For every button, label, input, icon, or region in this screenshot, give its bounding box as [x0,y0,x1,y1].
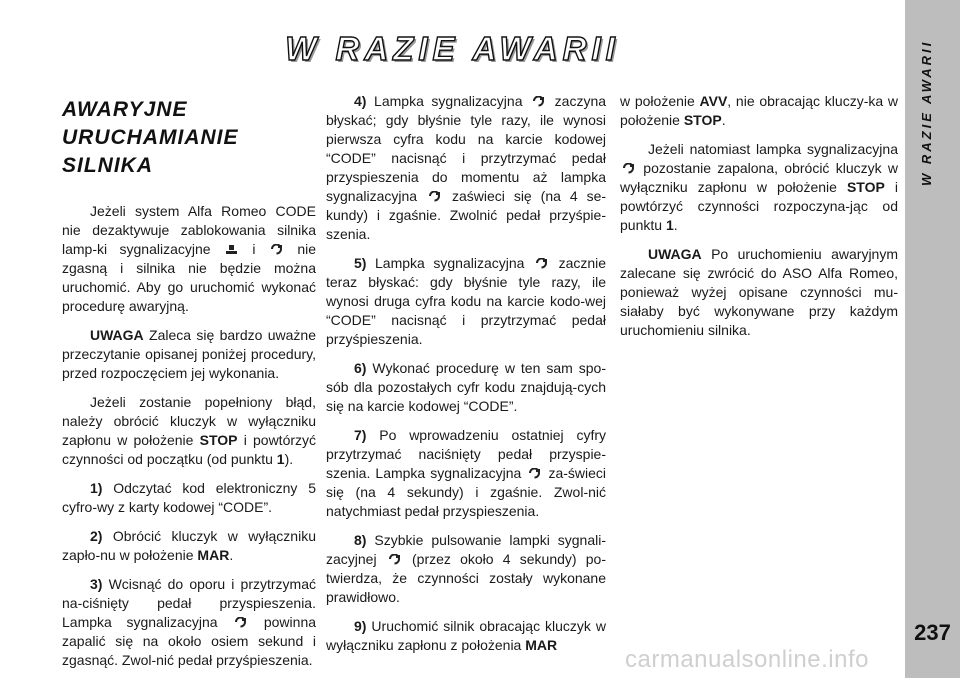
text: Zaleca się bardzo uważne przeczytanie opisanej poniżej procedury, przed rozpoczęciem jej wykonania. [62,327,316,381]
engine-warning-lamp-icon [622,163,635,174]
text: i powtórzyć czynności od początku (od punktu [62,432,317,467]
text: i [252,241,256,257]
paragraph [620,140,898,235]
step-number: 7) [354,427,367,443]
step-number: 3) [90,576,103,592]
step-1 [62,479,316,517]
chapter-sidebar [905,0,960,678]
text: Lampka sygnalizacyjna [374,93,523,109]
step-3 [62,575,316,670]
text: . [673,217,678,233]
key-position-mar: MAR [197,547,230,563]
text: Obrócić kluczyk w wyłączniku zapło-nu w położenie [62,528,316,563]
step-number: 9) [354,618,367,634]
column-right [620,92,898,350]
text: Jeżeli zostanie popełniony błąd, należy obrócić kluczyk w wyłączniku zapłonu w położenie [62,394,316,448]
text: Jeżeli natomiast lampka sygnalizacyjna [648,141,898,157]
step-ref: 1 [276,451,285,467]
text: , nie obracając kluczy-ka w położenie [620,93,899,128]
step-ref: 1 [665,217,674,233]
paragraph [62,202,316,316]
text: Odczytać kod elektroniczny 5 cyfro-wy z karty kodowej “CODE”. [62,480,316,515]
engine-warning-lamp-icon [528,468,541,479]
text: Wykonać procedurę w ten sam spo-sób dla pozostałych cyfr kodu znajdują-cych się na karcie kodowej “CODE”. [326,360,606,414]
text: Po uruchomieniu awaryjnym zalecane się zwrócić do ASO Alfa Romeo, ponieważ wyżej opisane czynności mu-siałaby być wykonywane przy każdym uruchomieniu silnika. [620,246,899,338]
step-9 [326,617,606,655]
text: zaświeci się (na 4 se-kundy) i zgaśnie. Zwolnić pedał przyśpie-szenia. [326,188,607,242]
text: za-świeci się (na 4 sekundy) i zgaśnie. Zwol-nić natychmiast pedał przyspieszenia. [326,465,607,519]
section-title: AWARYJNE URUCHAMIANIE SILNIKA [62,98,239,177]
key-position-stop: STOP [199,432,238,448]
watermark: carmanualsonline.info [625,646,869,673]
text: zaczyna błyskać; gdy błyśnie tyle razy, ile wynosi pierwsza cyfra kodu na karcie kodowej “CODE” nacisnąć i przytrzymać pedał przyspieszenia do momentu aż lampka sygnalizacyjna [326,93,607,204]
step-number: 1) [90,480,103,496]
paragraph [62,393,316,469]
text: Po wprowadzeniu ostatniej cyfry przytrzymać naciśnięty pedał przyspie-szenia. Lampka sygnalizacyjna [326,427,606,481]
step-4 [326,92,606,244]
engine-warning-lamp-icon [428,191,441,202]
column-middle [326,92,606,665]
key-position-mar: MAR [525,637,558,653]
text: powinna zapalić się na około osiem sekund i zgasnąć. Zwol-nić pedał przyśpieszenia. [62,614,317,668]
engine-warning-lamp-icon [532,96,545,107]
text: w położenie [620,93,695,109]
text: ). [284,451,294,467]
column-left [62,96,316,680]
key-position-stop: STOP [846,179,885,195]
key-position-avv: AVV [699,93,728,109]
key-position-stop: STOP [683,112,722,128]
step-2 [62,527,316,565]
text: Wcisnąć do oporu i przytrzymać na-ciśnięty pedał przyspieszenia. Lampka sygnalizacyjna [62,576,316,630]
step-7 [326,426,606,521]
step-number: 2) [90,528,103,544]
page-number: 237 [914,620,951,645]
page-header-title: W RAZIE AWARII [285,30,620,67]
text: i powtórzyć czynności rozpoczyna-jąc od punktu [620,179,899,233]
paragraph [620,92,898,130]
text: Szybkie pulsowanie lampki sygnali-zacyjnej [326,532,607,567]
text: Lampka sygnalizacyjna [375,255,525,271]
warning-label: UWAGA [90,327,144,343]
engine-warning-lamp-icon [535,258,548,269]
engine-warning-lamp-icon [234,617,247,628]
engine-warning-lamp-icon [388,554,401,565]
step-number: 8) [354,532,367,548]
text: Uruchomić silnik obracając kluczyk w wyłączniku zapłonu z położenia [326,618,606,653]
step-number: 5) [354,255,367,271]
paragraph [62,326,316,383]
step-number: 4) [354,93,367,109]
text: nie zgasną i silnika nie będzie można uruchomić. Aby go uruchomić wykonać procedurę awaryjną. [62,241,317,314]
warning-label: UWAGA [648,246,702,262]
text: zacznie teraz błyskać: gdy błyśnie tyle razy, ile wynosi druga cyfra kodu na karcie kodo-wej “CODE” nacisnąć i przytrzymać pedał przyśpieszenia. [326,255,607,347]
step-number: 6) [354,360,367,376]
text: . [721,112,726,128]
text: Jeżeli system Alfa Romeo CODE nie dezaktywuje zablokowania silnika lamp-ki sygnalizacyjne [62,203,316,257]
step-6 [326,359,606,416]
step-8 [326,531,606,607]
step-5 [326,254,606,349]
sidebar-chapter-title: W RAZIE AWARII [919,40,934,187]
engine-warning-lamp-icon [270,244,283,255]
text: pozostanie zapalona, obrócić kluczyk w wyłączniku zapłonu w położenie [620,160,899,195]
alfa-code-key-icon [225,244,238,255]
text: (przez około 4 sekundy) po-twierdza, że czynności zostały wykonane prawidłowo. [326,551,606,605]
paragraph [620,245,898,340]
text: . [229,547,234,563]
